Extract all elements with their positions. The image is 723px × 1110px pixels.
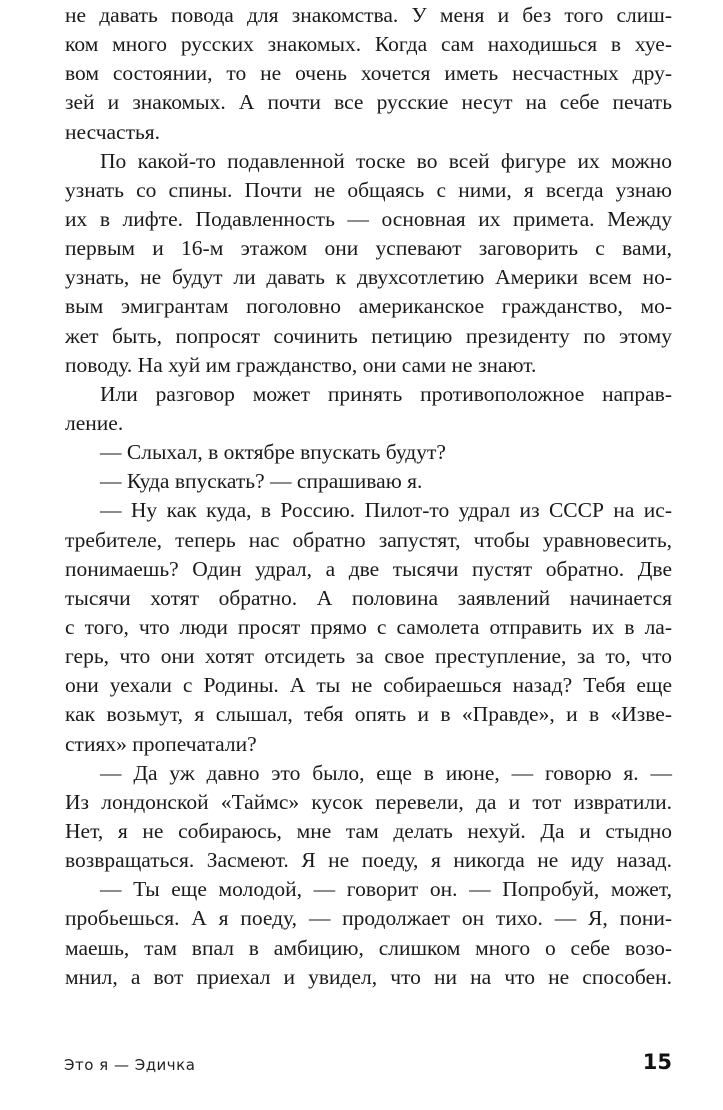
- text-line: жет быть, попросят сочинить петицию президенту по этому: [65, 323, 672, 348]
- text-line: зей и знакомых. А почти все русские несут на себе печать: [65, 90, 672, 115]
- dialogue-line: — Ты еще молодой, — говорит он. — Попробуй, может,: [100, 877, 672, 902]
- text-line: поводу. На хуй им гражданство, они сами не знают.: [65, 352, 537, 377]
- text-line: мнил, а вот приехал и увидел, что ни на что не способен.: [65, 964, 672, 989]
- text-line: требителе, теперь нас обратно запустят, чтобы уравновесить,: [65, 527, 672, 552]
- text-line: маешь, там впал в амбицию, слишком много о себе возо-: [65, 935, 672, 960]
- text-line: стиях» пропечатали?: [65, 731, 257, 756]
- dialogue-line: — Куда впускать? — спрашиваю я.: [100, 469, 423, 494]
- text-line: узнать, не будут ли давать к двухсотлетию Америки всем но-: [65, 265, 672, 290]
- text-line: с того, что люди просят прямо с самолета отправить их в ла-: [65, 614, 672, 639]
- text-line: не давать повода для знакомства. У меня и без того слиш-: [65, 3, 672, 27]
- text-line: узнать со спины. Почти не общаясь с ними, я всегда узнаю: [65, 177, 672, 202]
- text-line: возвращаться. Засмеют. Я не поеду, я никогда не иду назад.: [65, 848, 672, 873]
- text-line: как возьмут, я слышал, тебя опять и в «Правде», и в «Изве-: [65, 702, 672, 727]
- text-line: ление.: [65, 410, 124, 435]
- text-line: Или разговор может принять противоположное направ-: [100, 381, 672, 406]
- text-line: ком много русских знакомых. Когда сам находишься в хуе-: [65, 32, 672, 57]
- text-line: Нет, я не собираюсь, мне там делать нехуй. Да и стыдно: [65, 818, 672, 843]
- text-line: По какой-то подавленной тоске во всей фигуре их можно: [100, 148, 672, 173]
- text-line: пробьешься. А я поеду, — продолжает он тихо. — Я, пони-: [65, 906, 672, 931]
- text-line: несчастья.: [65, 119, 161, 144]
- dialogue-line: — Ну как куда, в Россию. Пилот-то удрал из СССР на ис-: [100, 498, 672, 523]
- dialogue-line: — Слыхал, в октябре впускать будут?: [100, 440, 446, 465]
- text-line: тысячи хотят обратно. А половина заявлений начинается: [65, 585, 672, 610]
- text-line: герь, что они хотят отсидеть за свое преступление, за то, что: [65, 644, 672, 669]
- text-line: Из лондонской «Таймс» кусок перевели, да и тот извратили.: [65, 789, 672, 814]
- text-line: вым эмигрантам поголовно американское гражданство, мо-: [65, 294, 672, 319]
- running-title: Это я — Эдичка: [64, 1056, 196, 1074]
- text-line: первым и 16-м этажом они успевают заговорить с вами,: [65, 236, 672, 261]
- page-number: 15: [642, 1050, 672, 1074]
- text-line: их в лифте. Подавленность — основная их примета. Между: [65, 206, 672, 231]
- text-line: вом состоянии, то не очень хочется иметь несчастных дру-: [65, 61, 672, 86]
- text-line: понимаешь? Один удрал, а две тысячи пустят обратно. Две: [65, 556, 672, 581]
- page-body-text: [65, 1, 672, 992]
- text-line: они уехали с Родины. А ты не собираешься назад? Тебя еще: [65, 673, 672, 698]
- dialogue-line: — Да уж давно это было, еще в июне, — говорю я. —: [100, 760, 672, 785]
